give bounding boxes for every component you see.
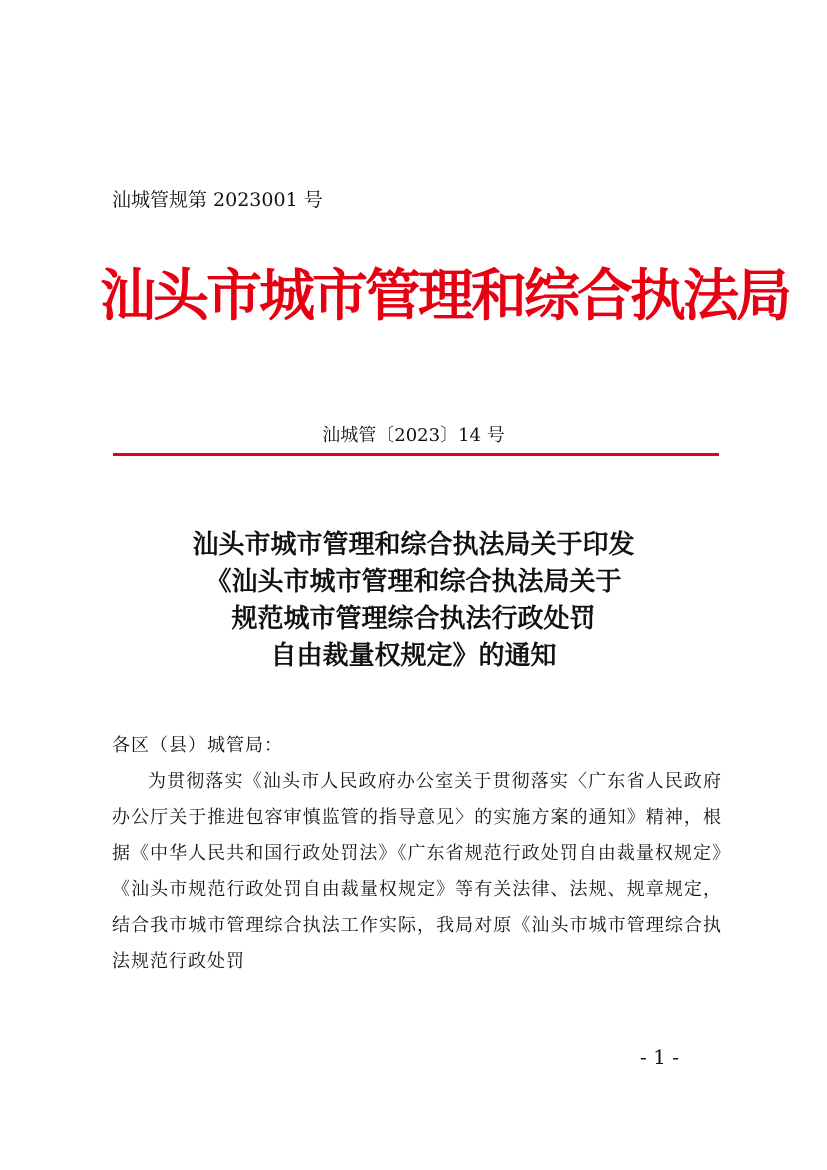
title-line: 《汕头市城市管理和综合执法局关于 bbox=[205, 567, 622, 597]
title-line: 汕头市城市管理和综合执法局关于印发 bbox=[192, 530, 635, 560]
document-title bbox=[0, 527, 827, 675]
body-paragraph: 为贯彻落实《汕头市人民政府办公室关于贯彻落实〈广东省人民政府办公厅关于推进包容审慎监管的指导意见〉的实施方案的通知》精神，根据《中华人民共和国行政处罚法》《广东省规范行政处罚自由裁量权规定》《汕头市规范行政处罚自由裁量权规定》等有关法律、法规、规章规定，结合我市城市管理综合执法工作实际，我局对原《汕头市城市管理综合执法规范行政处罚 bbox=[112, 771, 722, 972]
title-line: 规范城市管理综合执法行政处罚 bbox=[231, 604, 596, 634]
document-body bbox=[112, 728, 722, 980]
title-line: 自由裁量权规定》的通知 bbox=[270, 641, 557, 671]
page-number: - 1 - bbox=[640, 1045, 679, 1069]
registration-number: 汕城管规第 2023001 号 bbox=[112, 189, 323, 211]
red-divider-line bbox=[113, 453, 719, 456]
salutation: 各区（县）城管局： bbox=[112, 735, 283, 756]
document-number: 汕城管〔2023〕14 号 bbox=[322, 425, 505, 446]
issuer-header: 汕头市城市管理和综合执法局 bbox=[100, 263, 789, 329]
